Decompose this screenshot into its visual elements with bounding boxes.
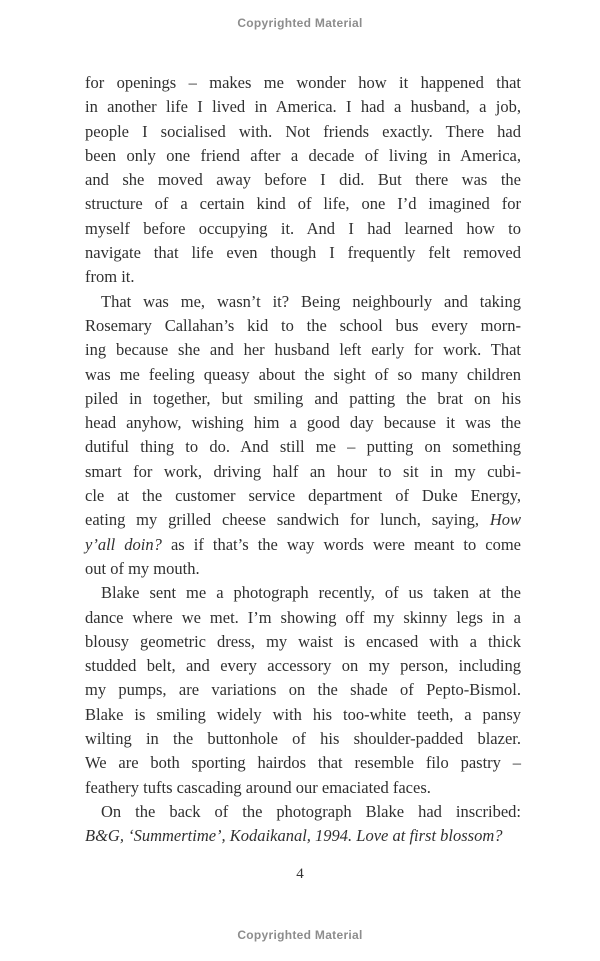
text-line-content [85, 510, 521, 529]
text-line [85, 168, 521, 192]
text-line [85, 678, 521, 702]
text-run: out of my mouth. [85, 558, 200, 578]
text-line-content [85, 73, 521, 92]
text-run: people I socialised with. Not friends exactly. There had [85, 121, 521, 141]
text-run: piled in together, but smiling and patting the brat on his [85, 388, 521, 408]
text-line [85, 557, 521, 581]
text-run: Blake is smiling widely with his too-white teeth, a pansy [85, 704, 521, 724]
text-run: in another life I lived in America. I had a husband, a job, [85, 97, 521, 117]
bottom-copyright-notice: Copyrighted Material [237, 928, 363, 942]
text-line-content [85, 194, 521, 213]
text-run: myself before occupying it. And I had learned how to [85, 218, 521, 238]
text-line-content [101, 583, 521, 602]
text-line-content [85, 146, 521, 165]
text-line [85, 581, 521, 605]
text-run: been only one friend after a decade of living in America, [85, 145, 521, 165]
text-line [85, 727, 521, 751]
text-run: ing because she and her husband left early for work. That [85, 340, 521, 360]
text-line-content [85, 316, 521, 335]
text-line-content [85, 559, 200, 578]
text-line [85, 338, 521, 362]
text-run: Blake sent me a photograph recently, of us taken at the [101, 583, 521, 603]
text-line [85, 751, 521, 775]
text-line [85, 387, 521, 411]
text-line-content [85, 826, 503, 845]
text-run: studded belt, and every accessory on my person, including [85, 656, 521, 676]
text-run: wilting in the buttonhole of his shoulder-padded blazer. [85, 729, 521, 749]
text-run: eating my grilled cheese sandwich for lunch, saying, [85, 510, 490, 530]
text-run: That was me, wasn’t it? Being neighbourly and taking [101, 291, 521, 311]
text-line-content [85, 437, 521, 456]
text-line [85, 800, 521, 824]
text-run: We are both sporting hairdos that resemble filo pastry – [85, 753, 521, 773]
text-line-content [85, 753, 521, 772]
text-line [85, 144, 521, 168]
text-line [85, 703, 521, 727]
text-line-content [85, 535, 521, 554]
text-line [85, 314, 521, 338]
text-line [85, 824, 521, 848]
text-line [85, 630, 521, 654]
text-run: structure of a certain kind of life, one I’d imagined for [85, 194, 521, 214]
text-line-content [85, 632, 521, 651]
text-line-content [85, 243, 521, 262]
text-run: dance where we met. I’m showing off my skinny legs in a [85, 607, 521, 627]
text-run: head anyhow, wishing him a good day because it was the [85, 413, 521, 433]
text-line-content [85, 267, 135, 286]
text-line-content [101, 802, 521, 821]
text-line-content [85, 608, 521, 627]
text-line-content [85, 122, 521, 141]
text-run: On the back of the photograph Blake had inscribed: [101, 801, 521, 821]
text-line-content [85, 340, 521, 359]
text-run: navigate that life even though I frequently felt removed [85, 243, 521, 263]
text-line-content [85, 413, 521, 432]
top-copyright-notice: Copyrighted Material [237, 16, 363, 30]
text-run: from it. [85, 267, 135, 287]
text-line [85, 217, 521, 241]
text-line-content [85, 486, 521, 505]
italic-text-run: B&G, ‘Summertime’, Kodaikanal, 1994. Love at first blossom? [85, 826, 503, 846]
text-line-content [101, 292, 521, 311]
text-line [85, 508, 521, 532]
text-run: feathery tufts cascading around our emaciated faces. [85, 777, 431, 797]
text-line [85, 654, 521, 678]
text-run: blousy geometric dress, my waist is encased with a thick [85, 631, 521, 651]
text-line [85, 776, 521, 800]
text-line [85, 241, 521, 265]
text-run: for openings – makes me wonder how it happened that [85, 73, 521, 92]
text-run: my pumps, are variations on the shade of Pepto-Bismol. [85, 680, 521, 700]
text-line-content [85, 170, 521, 189]
text-line [85, 192, 521, 216]
text-line-content [85, 656, 521, 675]
text-run: dutiful thing to do. And still me – putting on something [85, 437, 521, 457]
italic-text-run: How [489, 510, 521, 530]
text-line [85, 411, 521, 435]
text-line-content [85, 219, 521, 238]
text-line [85, 120, 521, 144]
text-line [85, 435, 521, 459]
text-block [85, 71, 521, 849]
text-line-content [85, 365, 521, 384]
text-line-content [85, 462, 521, 481]
text-line [85, 363, 521, 387]
text-line [85, 484, 521, 508]
text-run: cle at the customer service department of Duke Energy, [85, 486, 521, 506]
italic-text-run: y’all doin? [85, 534, 162, 554]
text-line [85, 95, 521, 119]
text-line-content [85, 729, 521, 748]
text-line [85, 71, 521, 95]
text-line [85, 290, 521, 314]
text-line-content [85, 778, 431, 797]
text-line [85, 265, 521, 289]
text-run: smart for work, driving half an hour to sit in my cubi- [85, 461, 521, 481]
text-line [85, 606, 521, 630]
text-run: was me feeling queasy about the sight of so many children [85, 364, 521, 384]
text-run: Rosemary Callahan’s kid to the school bus every morn- [85, 315, 521, 335]
text-line-content [85, 705, 521, 724]
text-line-content [85, 680, 521, 699]
text-line-content [85, 97, 521, 116]
text-line-content [85, 389, 521, 408]
text-run: and she moved away before I did. But there was the [85, 170, 521, 190]
text-line [85, 460, 521, 484]
text-line [85, 533, 521, 557]
text-run: as if that’s the way words were meant to come [161, 534, 521, 554]
page-number: 4 [296, 866, 304, 882]
